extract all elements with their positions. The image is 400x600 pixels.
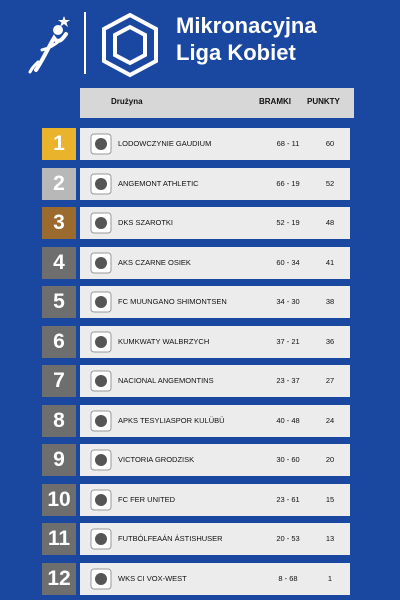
runner-logo-icon — [28, 10, 72, 80]
header-divider — [84, 12, 86, 74]
title-line-1: Mikronacyjna — [176, 13, 317, 38]
points-value: 60 — [325, 139, 335, 148]
team-name: APKS TESYLIASPOR KULÜBÜ — [118, 415, 225, 425]
fruit-crest-icon — [90, 331, 112, 353]
row-bar — [80, 207, 350, 239]
points-value: 36 — [325, 336, 335, 346]
team-name: LODOWCZYNIE GAUDIUM — [118, 139, 212, 148]
team-name: FUTBÓLFEAÁN ÁSTISHUSER — [118, 534, 223, 543]
red-shield-crest-icon — [90, 291, 112, 313]
points-value: 20 — [325, 455, 335, 464]
row-bar — [80, 484, 350, 516]
row-bar — [80, 326, 350, 358]
table-row — [42, 405, 350, 437]
goals-value: 23 - 61 — [276, 494, 300, 504]
team-name: AKS CZARNE OSIEK — [118, 257, 191, 267]
points-value: 48 — [325, 218, 335, 227]
rank-badge: 4 — [42, 247, 76, 279]
points-value: 1 — [327, 573, 333, 583]
table-row — [42, 444, 350, 476]
points-value: 27 — [325, 376, 335, 385]
team-name: WKS CI VOX-WEST — [118, 573, 187, 583]
black-white-crest-icon — [90, 252, 112, 274]
rank-badge: 5 — [42, 286, 76, 318]
table-row — [42, 128, 350, 160]
rank-badge: 6 — [42, 326, 76, 358]
row-bar — [80, 286, 350, 318]
goals-value: 37 - 21 — [276, 336, 300, 346]
table-row — [42, 563, 350, 595]
rank-badge: 2 — [42, 168, 76, 200]
d-crest-icon — [90, 212, 112, 234]
column-header-goals: BRAMKI — [259, 97, 291, 106]
points-value: 52 — [325, 178, 335, 188]
table-header — [80, 88, 354, 118]
row-bar — [80, 563, 350, 595]
table-row — [42, 207, 350, 239]
rank-badge: 7 — [42, 365, 76, 397]
goals-value: 34 - 30 — [276, 297, 300, 306]
column-header-team: Drużyna — [111, 97, 143, 106]
team-name: FC FER UNITED — [118, 494, 176, 504]
team-name: DKS SZAROTKI — [118, 218, 174, 227]
points-value: 13 — [325, 534, 335, 543]
goals-value: 40 - 48 — [276, 415, 300, 425]
goals-value: 8 - 68 — [278, 573, 298, 583]
row-bar — [80, 523, 350, 555]
row-bar — [80, 405, 350, 437]
team-name: FC MUUNGANO SHIMONTSEN — [118, 297, 227, 306]
team-name: ANGEMONT ATHLETIC — [118, 178, 199, 188]
row-bar — [80, 168, 350, 200]
column-header-points: PUNKTY — [307, 97, 340, 106]
goals-value: 68 - 11 — [276, 139, 300, 148]
table-row — [42, 523, 350, 555]
laurel-crest-icon — [90, 489, 112, 511]
rank-badge: 8 — [42, 405, 76, 437]
goals-value: 60 - 34 — [276, 257, 300, 267]
goals-value: 30 - 60 — [276, 455, 300, 464]
points-value: 41 — [325, 257, 335, 267]
points-value: 15 — [325, 494, 335, 504]
green-diamond-crest-icon — [90, 370, 112, 392]
table-row — [42, 484, 350, 516]
title-line-2: Liga Kobiet — [176, 40, 296, 65]
purple-badge-crest-icon — [90, 568, 112, 590]
crown-crest-icon — [90, 449, 112, 471]
hexagon-logo-icon — [100, 12, 160, 78]
rank-badge: 3 — [42, 207, 76, 239]
row-bar — [80, 365, 350, 397]
letter-a-crest-icon — [90, 173, 112, 195]
table-row — [42, 286, 350, 318]
purple-shield-crest-icon — [90, 528, 112, 550]
points-value: 24 — [325, 415, 335, 425]
rank-badge: 9 — [42, 444, 76, 476]
table-row — [42, 326, 350, 358]
ice-crest-icon — [90, 133, 112, 155]
table-row — [42, 168, 350, 200]
rank-badge: 11 — [42, 523, 76, 555]
purple-crest-icon — [90, 410, 112, 432]
points-value: 38 — [325, 297, 335, 306]
rank-badge: 1 — [42, 128, 76, 160]
goals-value: 66 - 19 — [276, 178, 300, 188]
row-bar — [80, 128, 350, 160]
team-name: VICTORIA GRODZISK — [118, 455, 195, 464]
rank-badge: 12 — [42, 563, 76, 595]
goals-value: 23 - 37 — [276, 376, 300, 385]
team-name: NACIONAL ANGEMONTINS — [118, 376, 214, 385]
header — [0, 0, 400, 88]
team-name: KUMKWATY WALBRZYCH — [118, 336, 210, 346]
rank-badge: 10 — [42, 484, 76, 516]
table-row — [42, 247, 350, 279]
goals-value: 20 - 53 — [276, 534, 300, 543]
row-bar — [80, 247, 350, 279]
goals-value: 52 - 19 — [276, 218, 300, 227]
page-title — [176, 12, 317, 66]
table-row — [42, 365, 350, 397]
row-bar — [80, 444, 350, 476]
